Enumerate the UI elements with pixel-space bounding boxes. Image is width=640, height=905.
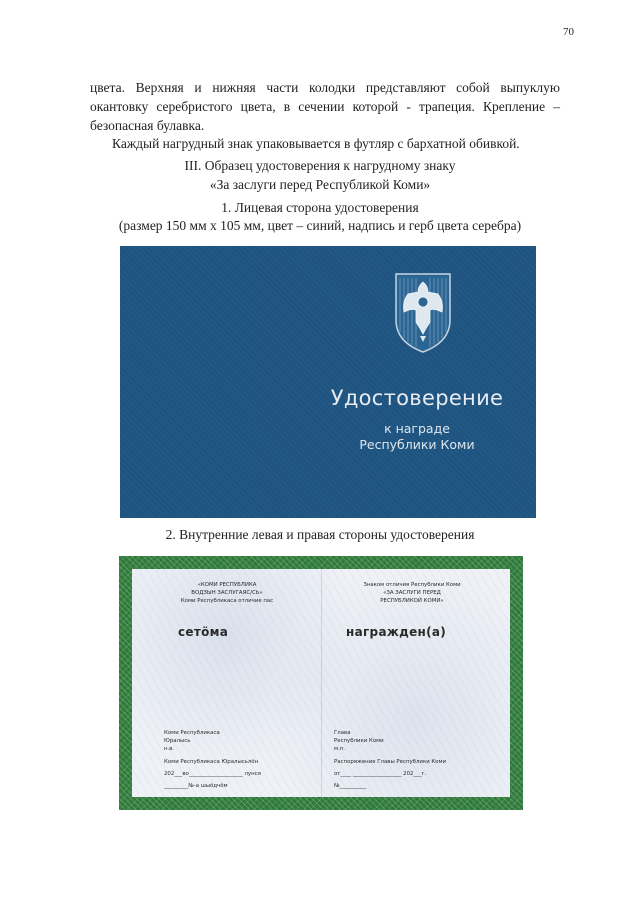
left-order: Коми Республикаса Юралысьлöн bbox=[164, 759, 259, 765]
left-sign-line-2: Юралысь bbox=[164, 738, 191, 744]
left-header-line-3: Коми Республикаса отличие пас bbox=[180, 598, 274, 604]
right-big-word: награжден(а) bbox=[346, 625, 447, 639]
fold-line bbox=[321, 569, 322, 797]
item1-spec: (размер 150 мм х 105 мм, цвет – синий, надпись и герб цвета серебра) bbox=[118, 218, 522, 233]
item2-title: 2. Внутренние левая и правая стороны удостоверения bbox=[165, 527, 475, 542]
right-date: от____ __________________ 202___г. bbox=[334, 771, 427, 777]
right-sign-line-3: м.п. bbox=[334, 746, 346, 752]
page-number: 70 bbox=[563, 26, 574, 38]
left-header bbox=[152, 581, 302, 605]
section-title-line-1: III. Образец удостоверения к нагрудному знаку bbox=[184, 158, 456, 173]
certificate-cover bbox=[120, 246, 536, 518]
right-sign-line-2: Республики Коми bbox=[334, 738, 384, 744]
right-header-line-3: РЕСПУБЛИКОЙ КОМИ» bbox=[380, 598, 444, 604]
certificate-inside-paper bbox=[132, 569, 510, 797]
paragraph-1: цвета. Верхняя и нижняя части колодки представляют собой выпуклую окантовку серебристого цвета, в сечении которой - трапеция. Крепление – безопасная булавка. bbox=[90, 80, 560, 133]
right-signature-block bbox=[334, 729, 384, 753]
paragraph-2: Каждый нагрудный знак упаковывается в футляр с бархатной обивкой. bbox=[112, 136, 520, 151]
left-header-line-1: «КОМИ РЕСПУБЛИКА bbox=[197, 582, 257, 588]
cover-subtitle-2: Республики Коми bbox=[359, 437, 475, 452]
left-date: 202___во____________________ лунся bbox=[164, 771, 261, 777]
komi-coat-of-arms-icon bbox=[394, 272, 452, 354]
left-big-word: сетöма bbox=[178, 625, 229, 639]
left-header-line-2: ВОДЗЫН ЗАСЛУГАЯС/СЬ» bbox=[191, 590, 263, 596]
right-sign-line-1: Глава bbox=[334, 730, 351, 736]
right-order: Распоряжение Главы Республики Коми bbox=[334, 759, 447, 765]
certificate-inside-spread bbox=[119, 556, 523, 810]
section-title-line-2: «За заслуги перед Республикой Коми» bbox=[209, 177, 431, 192]
left-number: _________№-а шыöдчöм bbox=[164, 783, 228, 789]
item1-title: 1. Лицевая сторона удостоверения bbox=[221, 200, 419, 215]
right-header-line-1: Знаком отличия Республики Коми bbox=[363, 582, 461, 588]
right-header bbox=[332, 581, 492, 605]
right-number: №__________ bbox=[334, 783, 367, 789]
right-header-line-2: «ЗА ЗАСЛУГИ ПЕРЕД bbox=[383, 590, 441, 596]
left-signature-block bbox=[164, 729, 220, 753]
left-sign-line-1: Коми Республикаса bbox=[164, 730, 220, 736]
cover-title: Удостоверение bbox=[330, 386, 504, 410]
cover-subtitle-1: к награде bbox=[384, 421, 450, 436]
left-sign-line-3: н.в. bbox=[164, 746, 175, 752]
